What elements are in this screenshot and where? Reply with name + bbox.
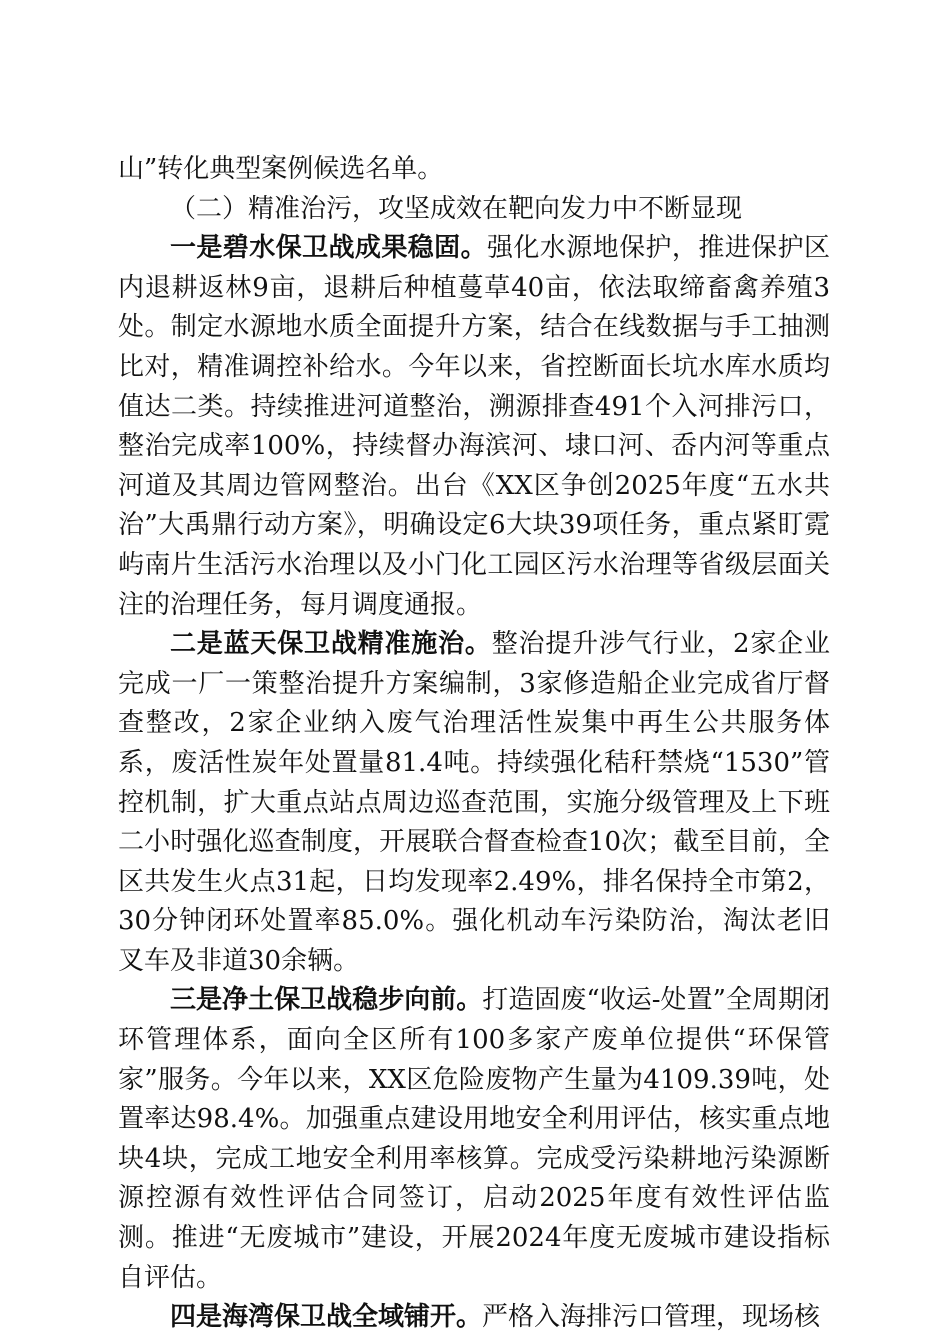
section-heading: （二）精准治污，攻坚成效在靶向发力中不断显现 (170, 193, 743, 224)
paragraph-bay (118, 1298, 830, 1338)
document-page (118, 150, 830, 1338)
paragraph-air-lead: 二是蓝天保卫战精准施治。 (170, 629, 492, 660)
paragraph-water (118, 229, 830, 625)
paragraph-bay-body: 严格入海排污口管理，现场核 (482, 1302, 821, 1333)
paragraph-water-lead: 一是碧水保卫战成果稳固。 (170, 233, 487, 264)
paragraph-soil-body: 打造固废“收运-处置”全周期闭环管理体系，面向全区所有100多家产废单位提供“环保管家”服务。今年以来，XX区危险废物产生量为4109.39吨，处置率达98.4%。加强重点建设用地安全利用评估，核实重点地块4块，完成工地安全利用率核算。完成受污染耕地污染源断源控源有效性评估合同签订，启动2025年度有效性评估监测。推进“无废城市”建设，开展2024年度无废城市建设指标自评估。 (118, 985, 830, 1293)
paragraph-continuation: 山”转化典型案例候选名单。 (118, 154, 444, 184)
paragraph-water-body: 强化水源地保护，推进保护区内退耕返林9亩，退耕后种植蔓草40亩，依法取缔畜禽养殖3处。制定水源地水质全面提升方案，结合在线数据与手工抽测比对，精准调控补给水。今年以来，省控断面长坑水库水质均值达二类。持续推进河道整治，溯源排查491个入河排污口，整治完成率100%，持续督办海滨河、埭口河、岙内河等重点河道及其周边管网整治。出台《XX区争创2025年度“五水共治”大禹鼎行动方案》，明确设定6大块39项任务，重点紧盯霓屿南片生活污水治理以及小门化工园区污水治理等省级层面关注的治理任务，每月调度通报。 (118, 233, 830, 620)
paragraph-air (118, 625, 830, 981)
paragraph-soil (118, 981, 830, 1298)
paragraph-air-body: 整治提升涉气行业，2家企业完成一厂一策整治提升方案编制，3家修造船企业完成省厅督查整改，2家企业纳入废气治理活性炭集中再生公共服务体系，废活性炭年处置量81.4吨。持续强化秸秆禁烧“1530”管控机制，扩大重点站点周边巡查范围，实施分级管理及上下班二小时强化巡查制度，开展联合督查检查10次；截至目前，全区共发生火点31起，日均发现率2.49%，排名保持全市第2，30分钟闭环处置率85.0%。强化机动车污染防治，淘汰老旧叉车及非道30余辆。 (118, 629, 830, 976)
paragraph-bay-lead: 四是海湾保卫战全域铺开。 (170, 1302, 483, 1333)
paragraph-soil-lead: 三是净土保卫战稳步向前。 (170, 985, 483, 1016)
